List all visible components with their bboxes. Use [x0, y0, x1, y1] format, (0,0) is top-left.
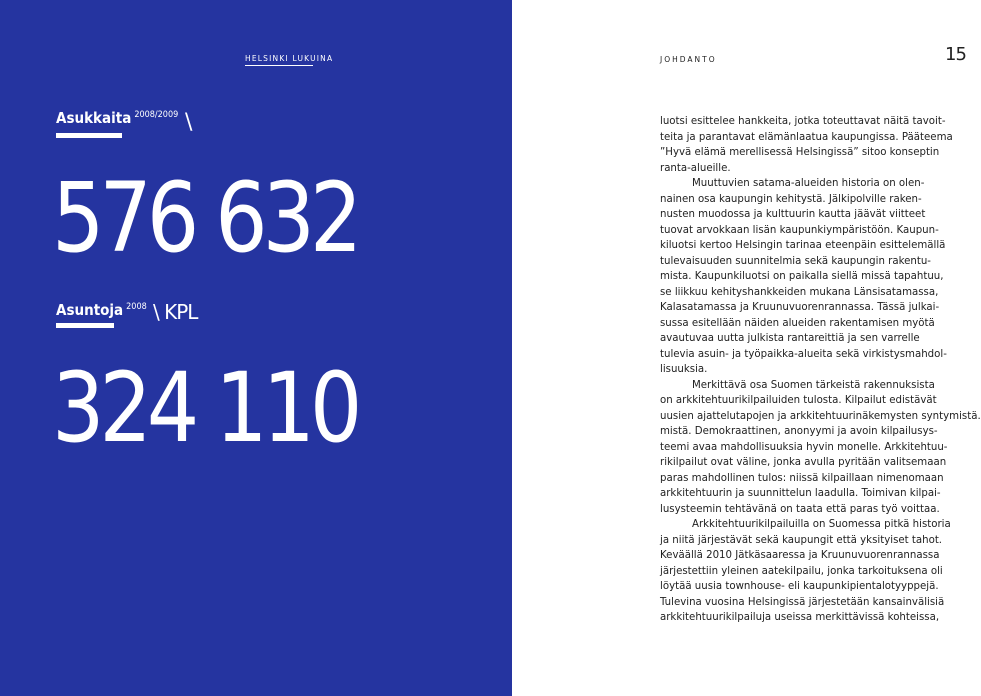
running-head-right: JOHDANTO — [660, 55, 717, 64]
text-line: rikilpailut ovat väline, jonka avulla pyritään valitsemaan — [660, 457, 947, 468]
text-line: tulevaisuuden suunnitelmia sekä kaupungin rakentu- — [660, 255, 931, 267]
text-line: ”Hyvä elämä merellisessä Helsingissä” sitoo konseptin — [660, 147, 940, 158]
residents-label — [56, 108, 178, 127]
text-line: mista. Kaupunkiluotsi on paikalla siellä missä tapahtuu, — [660, 271, 944, 282]
text-line: lisuuksia. — [660, 364, 708, 375]
text-line: teemi avaa mahdollisuuksia hyvin monelle. Arkkitehtuu- — [660, 441, 948, 453]
body-text — [660, 114, 981, 626]
text-line: Tulevina vuosina Helsingissä järjestetään kansainvälisiä — [660, 596, 945, 608]
text-line: paras mahdollinen tulos: niissä kilpaillaan nimenomaan — [660, 472, 944, 484]
text-line: on arkkitehtuurikilpailuiden tulosta. Kilpailut edistävät — [660, 395, 937, 406]
text-line: Kalasatamassa ja Kruunuvuorenrannassa. Tässä julkai- — [660, 302, 940, 313]
text-line: sussa esitellään näiden alueiden rakentamisen myötä — [660, 317, 935, 329]
text-line: järjestettiin yleinen aatekilpailu, jonka tarkoituksena oli — [660, 565, 943, 577]
text-line: avautuvaa uutta julkista rantareittiä ja sen varrelle — [660, 333, 920, 344]
running-head-rule — [245, 65, 313, 66]
text-line: arkkitehtuurikilpailuja useissa merkittävissä kohteissa, — [660, 612, 940, 623]
text-line: löytää uusia townhouse- eli kaupunkipientalotyyppejä. — [660, 581, 939, 592]
text-line: nusten muodossa ja kulttuurin kautta jäävät viitteet — [660, 209, 926, 220]
dwellings-unit: \ KPL — [153, 300, 198, 324]
text-line: tuovat arvokkaan lisän kaupunkiympäristöön. Kaupun- — [660, 224, 939, 236]
dwellings-label-text: Asuntoja — [56, 301, 124, 319]
text-line: Arkkitehtuurikilpailuilla on Suomessa pitkä historia — [692, 519, 951, 530]
residents-count: 576 632 — [52, 162, 358, 274]
text-line: ja niitä järjestävät sekä kaupungit että yksityiset tahot. — [660, 534, 943, 546]
text-line: se liikkuu kehityshankkeiden mukana Länsisatamassa, — [660, 286, 939, 298]
text-line: Muuttuvien satama-alueiden historia on olen- — [692, 178, 925, 189]
text-line: teita ja parantavat elämänlaatua kaupungissa. Pääteema — [660, 131, 953, 143]
dwellings-year: 2008 — [126, 302, 147, 312]
text-line: uusien ajattelutapojen ja arkkitehtuurinäkemysten syntymistä. — [660, 410, 981, 422]
residents-label-rule — [56, 133, 122, 138]
dwellings-label-rule — [56, 323, 114, 328]
text-line: arkkitehtuurin ja suunnittelun laadulla. Toimivan kilpai- — [660, 488, 941, 499]
residents-year: 2008/2009 — [134, 110, 179, 120]
text-line: lusysteemin tehtävänä on taata että paras työ voittaa. — [660, 503, 940, 515]
dwellings-label — [56, 300, 147, 319]
text-line: nainen osa kaupungin kehitystä. Jälkipolville raken- — [660, 193, 922, 205]
dwellings-count: 324 110 — [52, 352, 358, 464]
residents-label-text: Asukkaita — [56, 109, 132, 127]
text-line: ranta-alueille. — [660, 162, 731, 174]
text-line: kiluotsi kertoo Helsingin tarinaa eteenpäin esittelemällä — [660, 240, 946, 251]
text-line: Merkittävä osa Suomen tärkeistä rakennuksista — [692, 379, 935, 391]
text-line: luotsi esittelee hankkeita, jotka toteuttavat näitä tavoit- — [660, 116, 946, 127]
text-line: mistä. Demokraattinen, anonyymi ja avoin kilpailusys- — [660, 426, 938, 437]
running-head-left: HELSINKI LUKUINA — [245, 54, 334, 63]
text-line: Keväällä 2010 Jätkäsaaressa ja Kruunuvuorenrannassa — [660, 550, 940, 561]
residents-slash: \ — [185, 110, 193, 135]
text-line: tulevia asuin- ja työpaikka-alueita sekä virkistysmahdol- — [660, 348, 947, 360]
page-number: 15 — [945, 44, 966, 65]
